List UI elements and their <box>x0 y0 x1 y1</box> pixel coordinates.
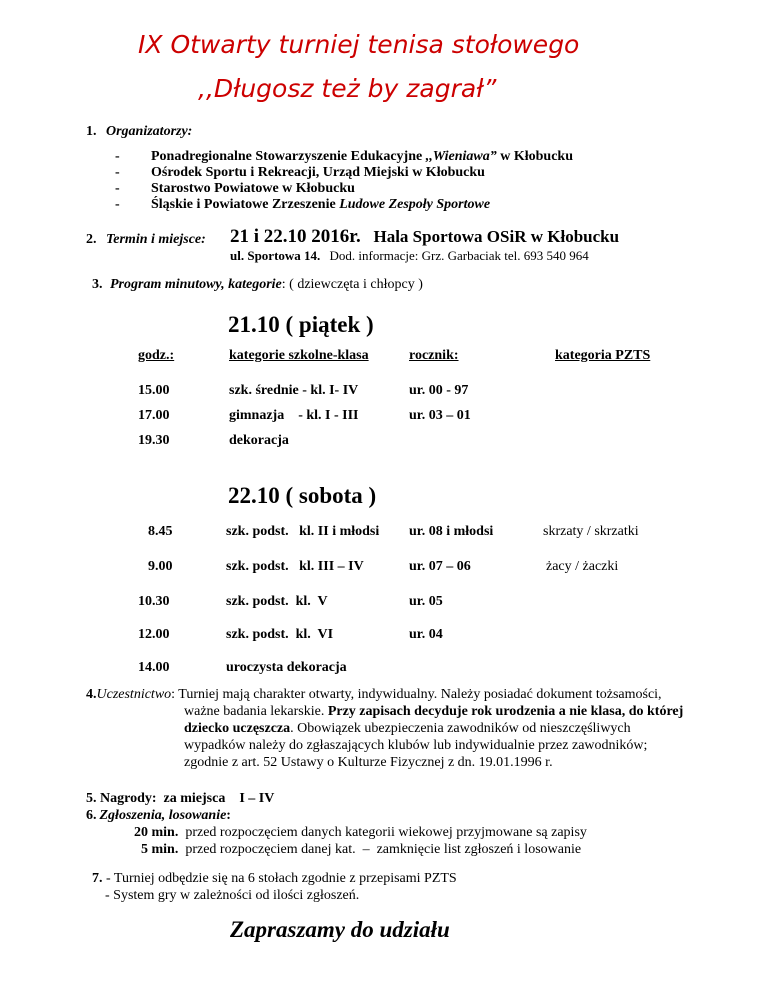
table-cell-pzts: żacy / żaczki <box>546 559 619 574</box>
table-cell-time: 14.00 <box>138 660 170 675</box>
table-cell-category: gimnazja - kl. I - III <box>229 408 359 423</box>
event-address: ul. Sportowa 14. Dod. informacje: Grz. Garbaciak tel. 693 540 964 <box>230 248 589 263</box>
table-cell-time: 15.00 <box>138 383 170 398</box>
column-header: kategoria PZTS <box>555 348 651 363</box>
table-cell-year: ur. 05 <box>409 594 443 609</box>
section-prizes: 5. Nagrody: za miejsca I – IV <box>86 791 275 806</box>
table-cell-pzts: skrzaty / skrzatki <box>543 524 639 539</box>
section-program-heading: 3. Program minutowy, kategorie: ( dziewczęta i chłopcy ) <box>92 277 423 292</box>
table-cell-time: 8.45 <box>148 524 173 539</box>
column-header: kategorie szkolne-klasa <box>229 348 369 363</box>
organizer-item: Ponadregionalne Stowarzyszenie Edukacyjne ,,Wieniawa” w Kłobucku <box>151 149 573 164</box>
title-line-2: ,,Długosz też by zagrał” <box>198 74 497 103</box>
table-cell-category: szk. podst. kl. VI <box>226 627 334 642</box>
table-cell-category: dekoracja <box>229 433 289 448</box>
table-cell-category: szk. podst. kl. III – IV <box>226 559 364 574</box>
section-registration: 6. Zgłoszenia, losowanie: 20 min. przed rozpoczęciem danych kategorii wiekowej przyjmowane są zapisy 5 min. przed rozpoczęciem danej kat. – zamknięcie list zgłoszeń i losowanie <box>86 808 587 857</box>
table-cell-year: ur. 00 - 97 <box>409 383 469 398</box>
day1-heading: 21.10 ( piątek ) <box>228 312 374 337</box>
column-header: godz.: <box>138 348 175 363</box>
day2-heading: 22.10 ( sobota ) <box>228 483 377 508</box>
table-cell-year: ur. 08 i młodsi <box>409 524 494 539</box>
table-cell-category: szk. średnie - kl. I- IV <box>229 383 359 398</box>
table-cell-time: 17.00 <box>138 408 170 423</box>
table-cell-year: ur. 03 – 01 <box>409 408 471 423</box>
column-header: rocznik: <box>409 348 459 363</box>
table-cell-time: 19.30 <box>138 433 170 448</box>
section-organizers-heading: 1. Organizatorzy: <box>86 124 193 139</box>
table-cell-time: 12.00 <box>138 627 170 642</box>
table-cell-year: ur. 04 <box>409 627 443 642</box>
organizer-item: Ośrodek Sportu i Rekreacji, Urząd Miejski w Kłobucku <box>151 165 485 180</box>
table-cell-category: szk. podst. kl. V <box>226 594 328 609</box>
organizer-item: Śląskie i Powiatowe Zrzeszenie Ludowe Zespoły Sportowe <box>151 197 491 212</box>
event-date-venue: 21 i 22.10 2016r. Hala Sportowa OSiR w Kłobucku <box>230 226 620 247</box>
table-cell-time: 10.30 <box>138 594 170 609</box>
table-cell-category: szk. podst. kl. II i młodsi <box>226 524 380 539</box>
table-cell-category: uroczysta dekoracja <box>226 660 347 675</box>
section-date-heading: 2. Termin i miejsce: <box>86 232 206 247</box>
table-cell-time: 9.00 <box>148 559 173 574</box>
title-line-1: IX Otwarty turniej tenisa stołowego <box>138 30 580 59</box>
invitation-footer: Zapraszamy do udziału <box>230 917 450 942</box>
section-rules: 7. - Turniej odbędzie się na 6 stołach zgodnie z przepisami PZTS - System gry w zależności od ilości zgłoszeń. <box>92 871 457 903</box>
section-participation: 4.Uczestnictwo: Turniej mają charakter otwarty, indywidualny. Należy posiadać dokument tożsamości, ważne badania lekarskie. Przy zapisach decyduje rok urodzenia a nie klasa, do której dziecko uczęszcza. Obowiązek ubezpieczenia zawodników od nieszczęśliwych wypadków należy do zgłaszających klubów lub indywidualnie przez zawodników; zgodnie z art. 52 Ustawy o Kulturze Fizycznej z dn. 19.01.1996 r. <box>86 687 684 770</box>
organizer-item: Starostwo Powiatowe w Kłobucku <box>151 181 355 196</box>
table-cell-year: ur. 07 – 06 <box>409 559 471 574</box>
